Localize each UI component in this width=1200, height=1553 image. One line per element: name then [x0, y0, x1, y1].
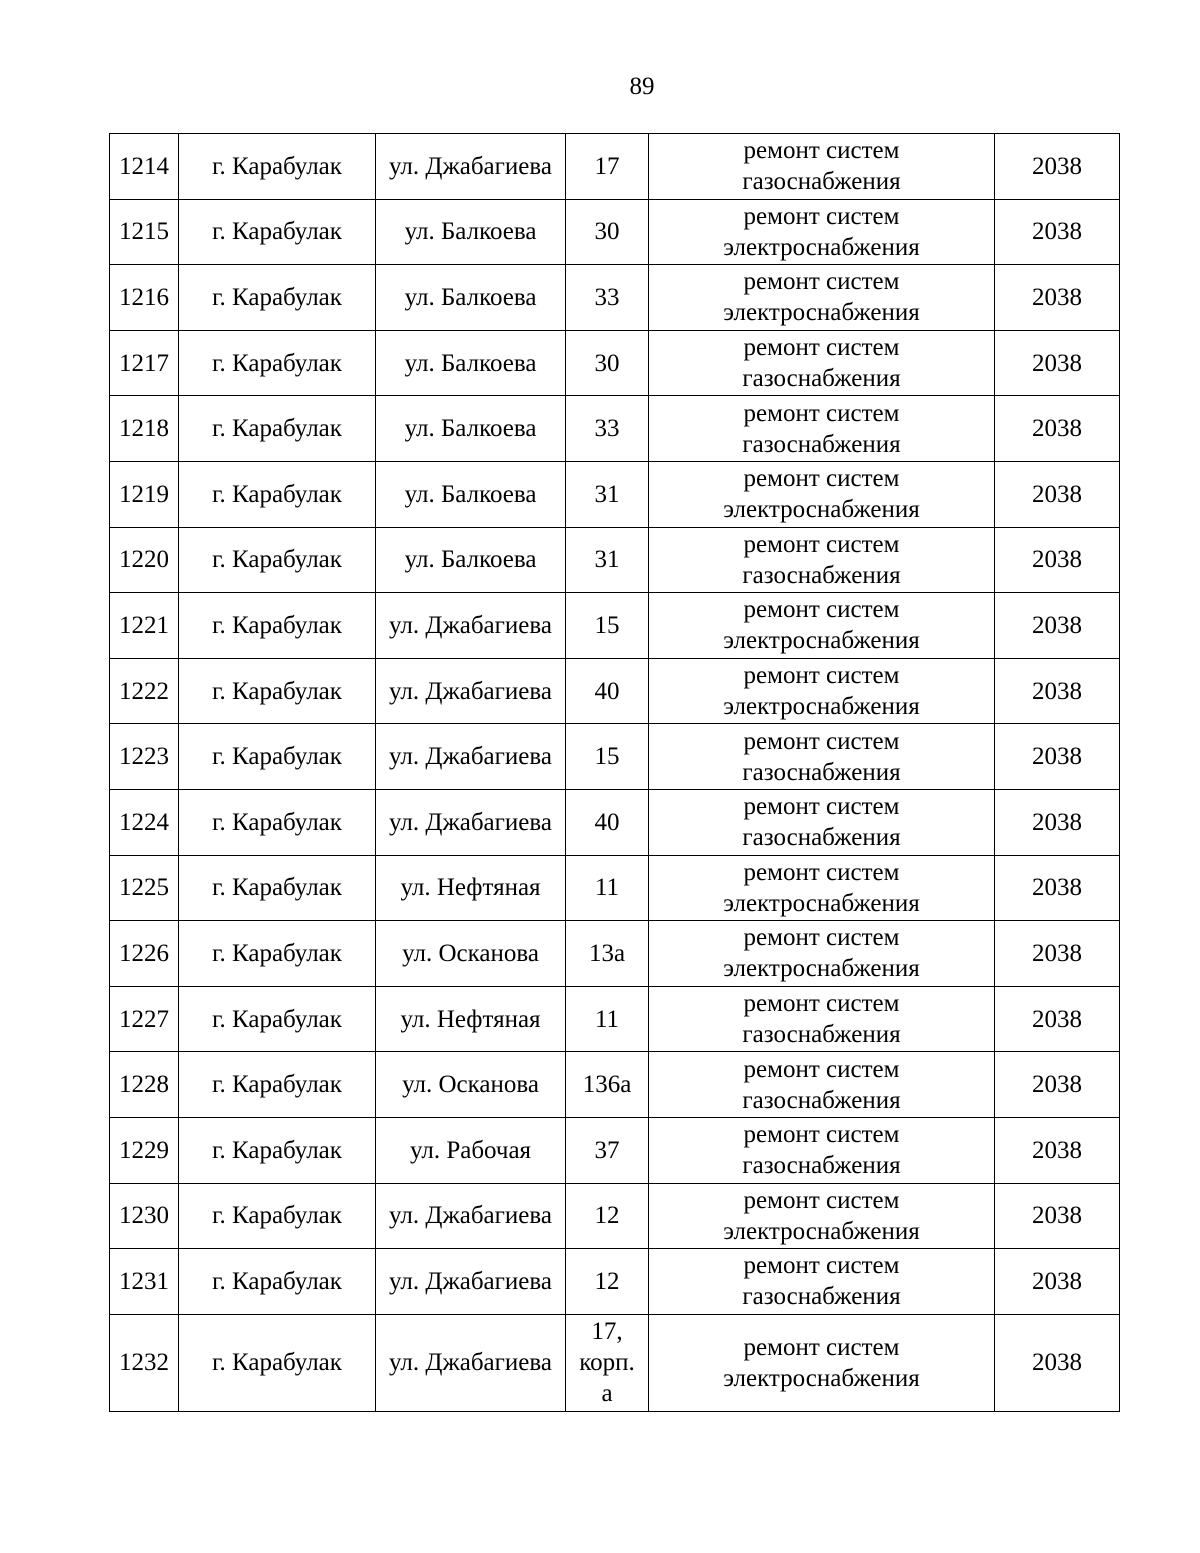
row-number-cell: 1214 — [110, 134, 179, 200]
year-cell: 2038 — [995, 134, 1120, 200]
year-cell: 2038 — [995, 986, 1120, 1052]
work-type-line: ремонт систем — [743, 268, 900, 296]
work-type-line: ремонт систем — [743, 1055, 900, 1083]
street-cell: ул. Нефтяная — [376, 855, 566, 921]
work-type-cell — [649, 724, 995, 790]
street-cell: ул. Балкоева — [376, 396, 566, 462]
year-cell: 2038 — [995, 1183, 1120, 1249]
work-type-line: ремонт систем — [743, 399, 900, 427]
house-cell: 31 — [566, 527, 649, 593]
row-number-cell: 1216 — [110, 265, 179, 331]
row-number-cell: 1231 — [110, 1249, 179, 1315]
work-type-cell — [649, 921, 995, 987]
work-type-cell — [649, 1117, 995, 1183]
house-line: а — [601, 1380, 613, 1408]
house-cell: 15 — [566, 724, 649, 790]
work-type-cell — [649, 855, 995, 921]
work-type-cell — [649, 1314, 995, 1411]
city-cell: г. Карабулак — [179, 1249, 376, 1315]
street-cell: ул. Джабагиева — [376, 593, 566, 659]
year-cell: 2038 — [995, 1052, 1120, 1118]
year-cell: 2038 — [995, 789, 1120, 855]
row-number-cell: 1222 — [110, 658, 179, 724]
house-cell: 136а — [566, 1052, 649, 1118]
street-cell: ул. Балкоева — [376, 461, 566, 527]
house-cell: 17 — [566, 134, 649, 200]
house-cell: 40 — [566, 789, 649, 855]
row-number-cell: 1221 — [110, 593, 179, 659]
street-cell: ул. Осканова — [376, 1052, 566, 1118]
city-cell: г. Карабулак — [179, 855, 376, 921]
work-type-line: ремонт систем — [743, 1252, 900, 1280]
table-row — [110, 461, 1120, 527]
street-cell: ул. Джабагиева — [376, 134, 566, 200]
year-cell: 2038 — [995, 461, 1120, 527]
table-row — [110, 1249, 1120, 1315]
work-type-line: электроснабжения — [723, 1364, 920, 1392]
street-cell: ул. Джабагиева — [376, 1249, 566, 1315]
city-cell: г. Карабулак — [179, 1117, 376, 1183]
house-cell: 11 — [566, 855, 649, 921]
row-number-cell: 1219 — [110, 461, 179, 527]
table-row — [110, 921, 1120, 987]
house-cell: 30 — [566, 330, 649, 396]
work-type-line: ремонт систем — [743, 530, 900, 558]
city-cell: г. Карабулак — [179, 134, 376, 200]
table-row — [110, 199, 1120, 265]
work-type-line: электроснабжения — [723, 693, 920, 721]
work-type-line: электроснабжения — [723, 233, 920, 261]
year-cell: 2038 — [995, 921, 1120, 987]
table-row — [110, 593, 1120, 659]
year-cell: 2038 — [995, 199, 1120, 265]
work-type-line: газоснабжения — [742, 1152, 901, 1180]
work-type-cell — [649, 593, 995, 659]
city-cell: г. Карабулак — [179, 789, 376, 855]
table-row — [110, 789, 1120, 855]
row-number-cell: 1218 — [110, 396, 179, 462]
table-row — [110, 658, 1120, 724]
works-table — [109, 133, 1120, 1412]
work-type-line: электроснабжения — [723, 496, 920, 524]
row-number-cell: 1226 — [110, 921, 179, 987]
house-cell: 12 — [566, 1249, 649, 1315]
work-type-line: газоснабжения — [742, 1283, 901, 1311]
house-cell — [566, 1314, 649, 1411]
work-type-line: газоснабжения — [742, 561, 901, 589]
table-row — [110, 265, 1120, 331]
work-type-line: газоснабжения — [742, 365, 901, 393]
year-cell: 2038 — [995, 396, 1120, 462]
table-row — [110, 330, 1120, 396]
city-cell: г. Карабулак — [179, 199, 376, 265]
table-row — [110, 1183, 1120, 1249]
works-table-body — [110, 134, 1120, 1412]
house-cell: 31 — [566, 461, 649, 527]
year-cell: 2038 — [995, 593, 1120, 659]
work-type-cell — [649, 265, 995, 331]
year-cell: 2038 — [995, 855, 1120, 921]
house-cell: 37 — [566, 1117, 649, 1183]
work-type-line: электроснабжения — [723, 955, 920, 983]
street-cell: ул. Джабагиева — [376, 1314, 566, 1411]
work-type-cell — [649, 330, 995, 396]
street-cell: ул. Балкоева — [376, 199, 566, 265]
street-cell: ул. Балкоева — [376, 330, 566, 396]
work-type-line: ремонт систем — [743, 924, 900, 952]
house-cell: 40 — [566, 658, 649, 724]
page-number: 89 — [629, 73, 655, 100]
city-cell: г. Карабулак — [179, 921, 376, 987]
work-type-cell — [649, 789, 995, 855]
city-cell: г. Карабулак — [179, 658, 376, 724]
work-type-line: ремонт систем — [743, 858, 900, 886]
table-row — [110, 724, 1120, 790]
house-cell: 30 — [566, 199, 649, 265]
work-type-line: ремонт систем — [743, 727, 900, 755]
city-cell: г. Карабулак — [179, 724, 376, 790]
work-type-line: электроснабжения — [723, 889, 920, 917]
house-cell: 33 — [566, 265, 649, 331]
work-type-line: ремонт систем — [743, 1186, 900, 1214]
work-type-cell — [649, 199, 995, 265]
house-cell: 15 — [566, 593, 649, 659]
city-cell: г. Карабулак — [179, 265, 376, 331]
street-cell: ул. Осканова — [376, 921, 566, 987]
table-row — [110, 855, 1120, 921]
house-cell: 13а — [566, 921, 649, 987]
year-cell: 2038 — [995, 1117, 1120, 1183]
house-cell: 33 — [566, 396, 649, 462]
city-cell: г. Карабулак — [179, 986, 376, 1052]
street-cell: ул. Джабагиева — [376, 1183, 566, 1249]
work-type-line: ремонт систем — [743, 137, 900, 165]
city-cell: г. Карабулак — [179, 396, 376, 462]
table-row — [110, 1117, 1120, 1183]
row-number-cell: 1220 — [110, 527, 179, 593]
street-cell: ул. Джабагиева — [376, 789, 566, 855]
work-type-line: электроснабжения — [723, 299, 920, 327]
table-row — [110, 527, 1120, 593]
work-type-line: ремонт систем — [743, 662, 900, 690]
row-number-cell: 1215 — [110, 199, 179, 265]
work-type-line: ремонт систем — [743, 793, 900, 821]
work-type-cell — [649, 1052, 995, 1118]
work-type-line: газоснабжения — [742, 824, 901, 852]
house-cell: 11 — [566, 986, 649, 1052]
street-cell: ул. Нефтяная — [376, 986, 566, 1052]
work-type-cell — [649, 461, 995, 527]
work-type-cell — [649, 396, 995, 462]
year-cell: 2038 — [995, 265, 1120, 331]
work-type-line: электроснабжения — [723, 627, 920, 655]
city-cell: г. Карабулак — [179, 461, 376, 527]
work-type-line: газоснабжения — [742, 430, 901, 458]
year-cell: 2038 — [995, 1249, 1120, 1315]
table-row — [110, 1052, 1120, 1118]
work-type-line: ремонт систем — [743, 202, 900, 230]
work-type-line: ремонт систем — [743, 334, 900, 362]
city-cell: г. Карабулак — [179, 1314, 376, 1411]
street-cell: ул. Рабочая — [376, 1117, 566, 1183]
row-number-cell: 1232 — [110, 1314, 179, 1411]
work-type-line: ремонт систем — [743, 990, 900, 1018]
work-type-cell — [649, 658, 995, 724]
work-type-cell — [649, 986, 995, 1052]
work-type-cell — [649, 1183, 995, 1249]
table-row — [110, 1314, 1120, 1411]
street-cell: ул. Джабагиева — [376, 658, 566, 724]
city-cell: г. Карабулак — [179, 330, 376, 396]
work-type-cell — [649, 134, 995, 200]
table-row — [110, 396, 1120, 462]
work-type-line: газоснабжения — [742, 758, 901, 786]
work-type-line: ремонт систем — [743, 596, 900, 624]
city-cell: г. Карабулак — [179, 1183, 376, 1249]
year-cell: 2038 — [995, 724, 1120, 790]
year-cell: 2038 — [995, 330, 1120, 396]
table-row — [110, 134, 1120, 200]
row-number-cell: 1227 — [110, 986, 179, 1052]
year-cell: 2038 — [995, 658, 1120, 724]
city-cell: г. Карабулак — [179, 527, 376, 593]
work-type-cell — [649, 527, 995, 593]
work-type-line: ремонт систем — [743, 1121, 900, 1149]
row-number-cell: 1217 — [110, 330, 179, 396]
year-cell: 2038 — [995, 527, 1120, 593]
work-type-line: ремонт систем — [743, 465, 900, 493]
street-cell: ул. Балкоева — [376, 527, 566, 593]
row-number-cell: 1228 — [110, 1052, 179, 1118]
city-cell: г. Карабулак — [179, 593, 376, 659]
work-type-line: газоснабжения — [742, 1021, 901, 1049]
year-cell: 2038 — [995, 1314, 1120, 1411]
house-line: корп. — [579, 1349, 635, 1377]
row-number-cell: 1230 — [110, 1183, 179, 1249]
row-number-cell: 1229 — [110, 1117, 179, 1183]
street-cell: ул. Джабагиева — [376, 724, 566, 790]
house-cell: 12 — [566, 1183, 649, 1249]
row-number-cell: 1225 — [110, 855, 179, 921]
row-number-cell: 1224 — [110, 789, 179, 855]
work-type-line: ремонт систем — [743, 1333, 900, 1361]
work-type-line: газоснабжения — [742, 1086, 901, 1114]
street-cell: ул. Балкоева — [376, 265, 566, 331]
work-type-line: электроснабжения — [723, 1217, 920, 1245]
house-line: 17, — [591, 1318, 623, 1346]
work-type-cell — [649, 1249, 995, 1315]
row-number-cell: 1223 — [110, 724, 179, 790]
table-row — [110, 986, 1120, 1052]
city-cell: г. Карабулак — [179, 1052, 376, 1118]
work-type-line: газоснабжения — [742, 168, 901, 196]
